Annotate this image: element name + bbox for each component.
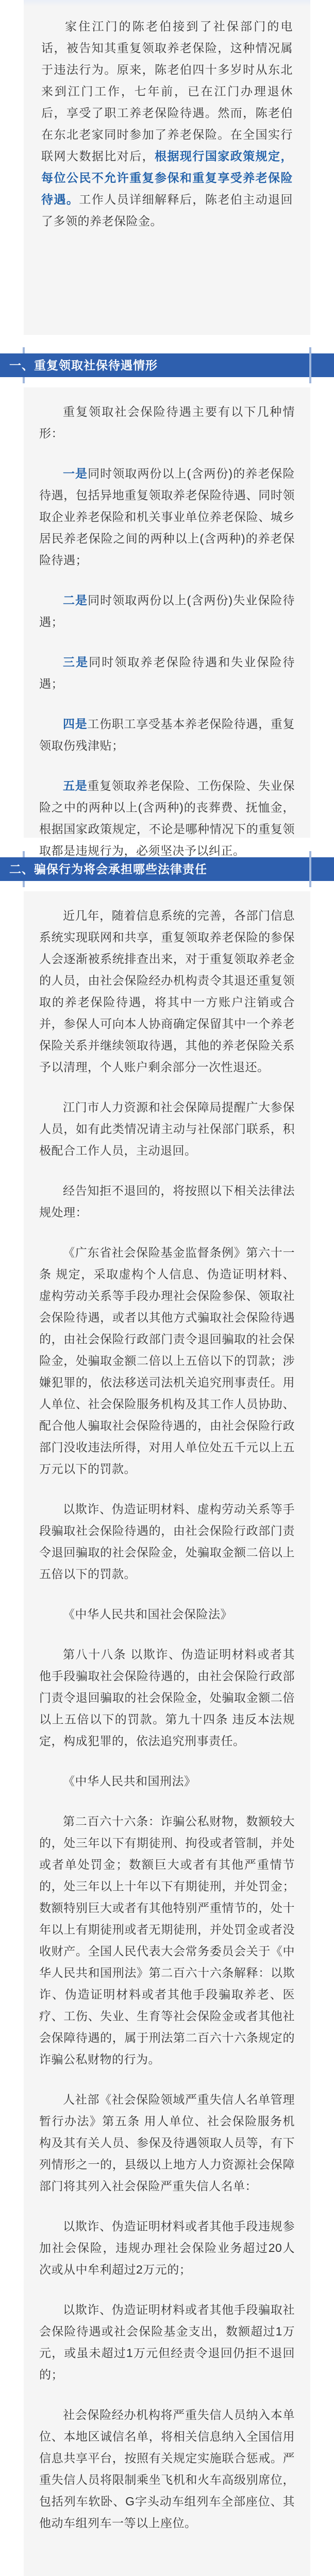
paragraph	[39, 1180, 295, 1223]
paragraph-gap	[39, 1585, 295, 1603]
body-text: 同时领取两份以上(含两份)的养老保险待遇，包括异地重复领取养老保险待遇、同时领取企业养老保险和机关事业单位养老保险、城乡居民养老保险之间的两种以上(含两种)的养老保险待遇；	[39, 467, 295, 567]
body-text: 同时领取养老保险待遇和失业保险待遇；	[39, 655, 295, 690]
paragraph-gap	[39, 1161, 295, 1180]
highlight-text: 四是	[63, 717, 88, 731]
highlight-text: 根据现行国家政策规定，每位公民不允许重复参保和重复享受养老保险待遇。	[41, 149, 293, 206]
body-text: 重复领取社会保险待遇主要有以下几种情形：	[39, 405, 295, 440]
body-text: 以欺诈、伪造证明材料、虚构劳动关系等手段骗取社会保险待遇的，由社会保险行政部门责令退回骗取的社会保险金，处骗取金额二倍以上五倍以下的罚款。	[39, 1502, 295, 1581]
paragraph	[39, 589, 295, 633]
paragraph-gap	[39, 756, 295, 775]
paragraph	[39, 1096, 295, 1161]
paragraph-gap	[39, 2070, 295, 2089]
paragraph-gap	[39, 633, 295, 651]
body-text: 人社部《社会保险领域严重失信人名单管理暂行办法》第五条 用人单位、社会保险服务机构及其有关人员、参保及待遇领取人员等，有下列情形之一的，县级以上地方人力资源社会保障部门将其列入社会保险严重失信人名单：	[39, 2093, 295, 2193]
body-text: 同时领取两份以上(含两份)失业保险待遇；	[39, 594, 295, 629]
paragraph-gap	[39, 1223, 295, 1242]
paragraph	[39, 1498, 295, 1585]
paragraph-gap	[39, 1792, 295, 1810]
paragraph-gap	[39, 2280, 295, 2299]
paragraph-gap	[39, 571, 295, 589]
body-text: 工作人员详细解释后，陈老伯主动退回了多领的养老保险金。	[41, 193, 293, 228]
section-1-box	[24, 387, 310, 857]
highlight-text: 二是	[63, 594, 88, 607]
paragraph-gap	[39, 1625, 295, 1643]
section-banner-1	[0, 344, 334, 387]
highlight-text: 五是	[63, 779, 88, 792]
body-text: 重复领取养老保险、工伤保险、失业保险之中的两种以上(含两种)的丧葬费、抚恤金，根据国家政策规定，不论是哪种情况下的重复领取都是违规行为，必须坚决予以纠正。	[39, 779, 295, 857]
body-text: 《广东省社会保险基金监督条例》第六十一条 规定，采取虚构个人信息、伪造证明材料、虚构劳动关系等手段办理社会保险参保、领取社会保险待遇，或者以其他方式骗取社会保险待遇的，由社会保险行政部门责令退回骗取的社会保险金，处骗取金额二倍以上五倍以下的罚款；涉嫌犯罪的，依法移送司法机关追究刑事责任。用人单位、社会保险服务机构及其工作人员协助、配合他人骗取社会保险待遇的，由社会保险行政部门没收违法所得，对用人单位处五千元以上五万元以下的罚款。	[39, 1246, 295, 1476]
intro-box	[24, 0, 310, 335]
paragraph	[39, 2089, 295, 2197]
body-text: 以欺诈、伪造证明材料或者其他手段违规参加社会保险，违规办理社会保险业务超过20人次或从中牟利超过2万元的；	[39, 2219, 295, 2276]
section-title: 一、重复领取社保待遇情形	[0, 353, 172, 377]
paragraph	[39, 651, 295, 694]
paragraph	[39, 1770, 295, 1792]
paragraph	[39, 1242, 295, 1480]
body-text: 社会保险经办机构将严重失信人员纳入本单位、本地区诚信名单，将相关信息纳入全国信用信息共享平台，按照有关规定实施联合惩戒。严重失信人员将限制乘坐飞机和火车高级别席位，包括列车软卧、G字头动车组列车全部座位、其他动车组列车一等以上座位。	[39, 2408, 295, 2530]
banner-tick	[309, 347, 311, 383]
body-text: 第八十八条 以欺诈、伪造证明材料或者其他手段骗取社会保险待遇的，由社会保险行政部门责令退回骗取的社会保险金，处骗取金额二倍以上五倍以下的罚款。第九十四条 违反本法规定，构成犯罪的，依法追究刑事责任。	[39, 1648, 295, 1748]
highlight-text: 三是	[63, 655, 89, 669]
paragraph	[39, 1603, 295, 1625]
body-text: 江门市人力资源和社会保障局提醒广大参保人员，如有此类情况请主动与社保部门联系，积极配合工作人员，主动退回。	[39, 1100, 295, 1157]
paragraph-gap	[39, 1480, 295, 1498]
body-text: 《中华人民共和国刑法》	[63, 1774, 196, 1788]
section-2-box	[24, 891, 310, 2576]
paragraph-gap	[39, 1078, 295, 1096]
paragraph	[41, 15, 293, 232]
paragraph	[39, 2215, 295, 2280]
paragraph-gap	[39, 2385, 295, 2404]
paragraph-gap	[39, 2197, 295, 2215]
body-text: 工伤职工享受基本养老保险待遇，重复领取伤残津贴；	[39, 717, 295, 752]
body-text: 经告知拒不退回的，将按照以下相关法律法规处理：	[39, 1184, 295, 1219]
paragraph	[39, 401, 295, 444]
body-text: 家住江门的陈老伯接到了社保部门的电话，被告知其重复领取养老保险，这种情况属于违法行为。原来，陈老伯四十多岁时从东北来到江门工作，七年前，已在江门办理退休后，享受了职工养老保险待遇。然而，陈老伯在东北老家同时参加了养老保险。在全国实行联网大数据比对后，	[41, 20, 293, 163]
paragraph	[39, 463, 295, 571]
paragraph-gap	[39, 1752, 295, 1770]
highlight-text: 一是	[63, 467, 88, 480]
paragraph	[39, 2404, 295, 2534]
body-text: 第二百六十六条：诈骗公私财物，数额较大的，处三年以下有期徒刑、拘役或者管制，并处或者单处罚金；数额巨大或者有其他严重情节的，处三年以上十年以下有期徒刑，并处罚金；数额特别巨大或者有其他特别严重情节的，处十年以上有期徒刑或者无期徒刑，并处罚金或者没收财产。全国人民代表大会常务委员会关于《中华人民共和国刑法》第二百六十六条解释：以欺诈、伪造证明材料或者其他手段骗取养老、医疗、工伤、失业、生育等社会保险金或者其他社会保障待遇的，属于刑法第二百六十六条规定的诈骗公私财物的行为。	[39, 1815, 295, 2066]
paragraph-gap	[39, 444, 295, 463]
paragraph-gap	[39, 694, 295, 713]
body-text: 《中华人民共和国社会保险法》	[63, 1607, 232, 1621]
paragraph	[39, 2299, 295, 2385]
section-title: 二、骗保行为将会承担哪些法律责任	[0, 857, 222, 881]
body-text: 以欺诈、伪造证明材料或者其他手段骗取社会保险待遇或社会保险基金支出，数额超过1万元，或虽未超过1万元但经责令退回仍拒不退回的；	[39, 2303, 295, 2381]
paragraph	[39, 713, 295, 756]
paragraph	[39, 1643, 295, 1752]
body-text: 近几年，随着信息系统的完善，各部门信息系统实现联网和共享，重复领取养老保险的参保人会逐渐被系统排查出来，对于重复领取养老金的人员，由社会保险经办机构责令其退还重复领取的养老保险待遇，将其中一方账户注销或合并，参保人可向本人协商确定保留其中一个养老保险关系并继续领取待遇，其他的养老保险关系予以清理，个人账户剩余部分一次性退还。	[39, 909, 295, 1074]
section-banner-2	[0, 848, 334, 891]
paragraph	[39, 905, 295, 1078]
paragraph	[39, 1810, 295, 2070]
banner-tick	[309, 851, 311, 887]
